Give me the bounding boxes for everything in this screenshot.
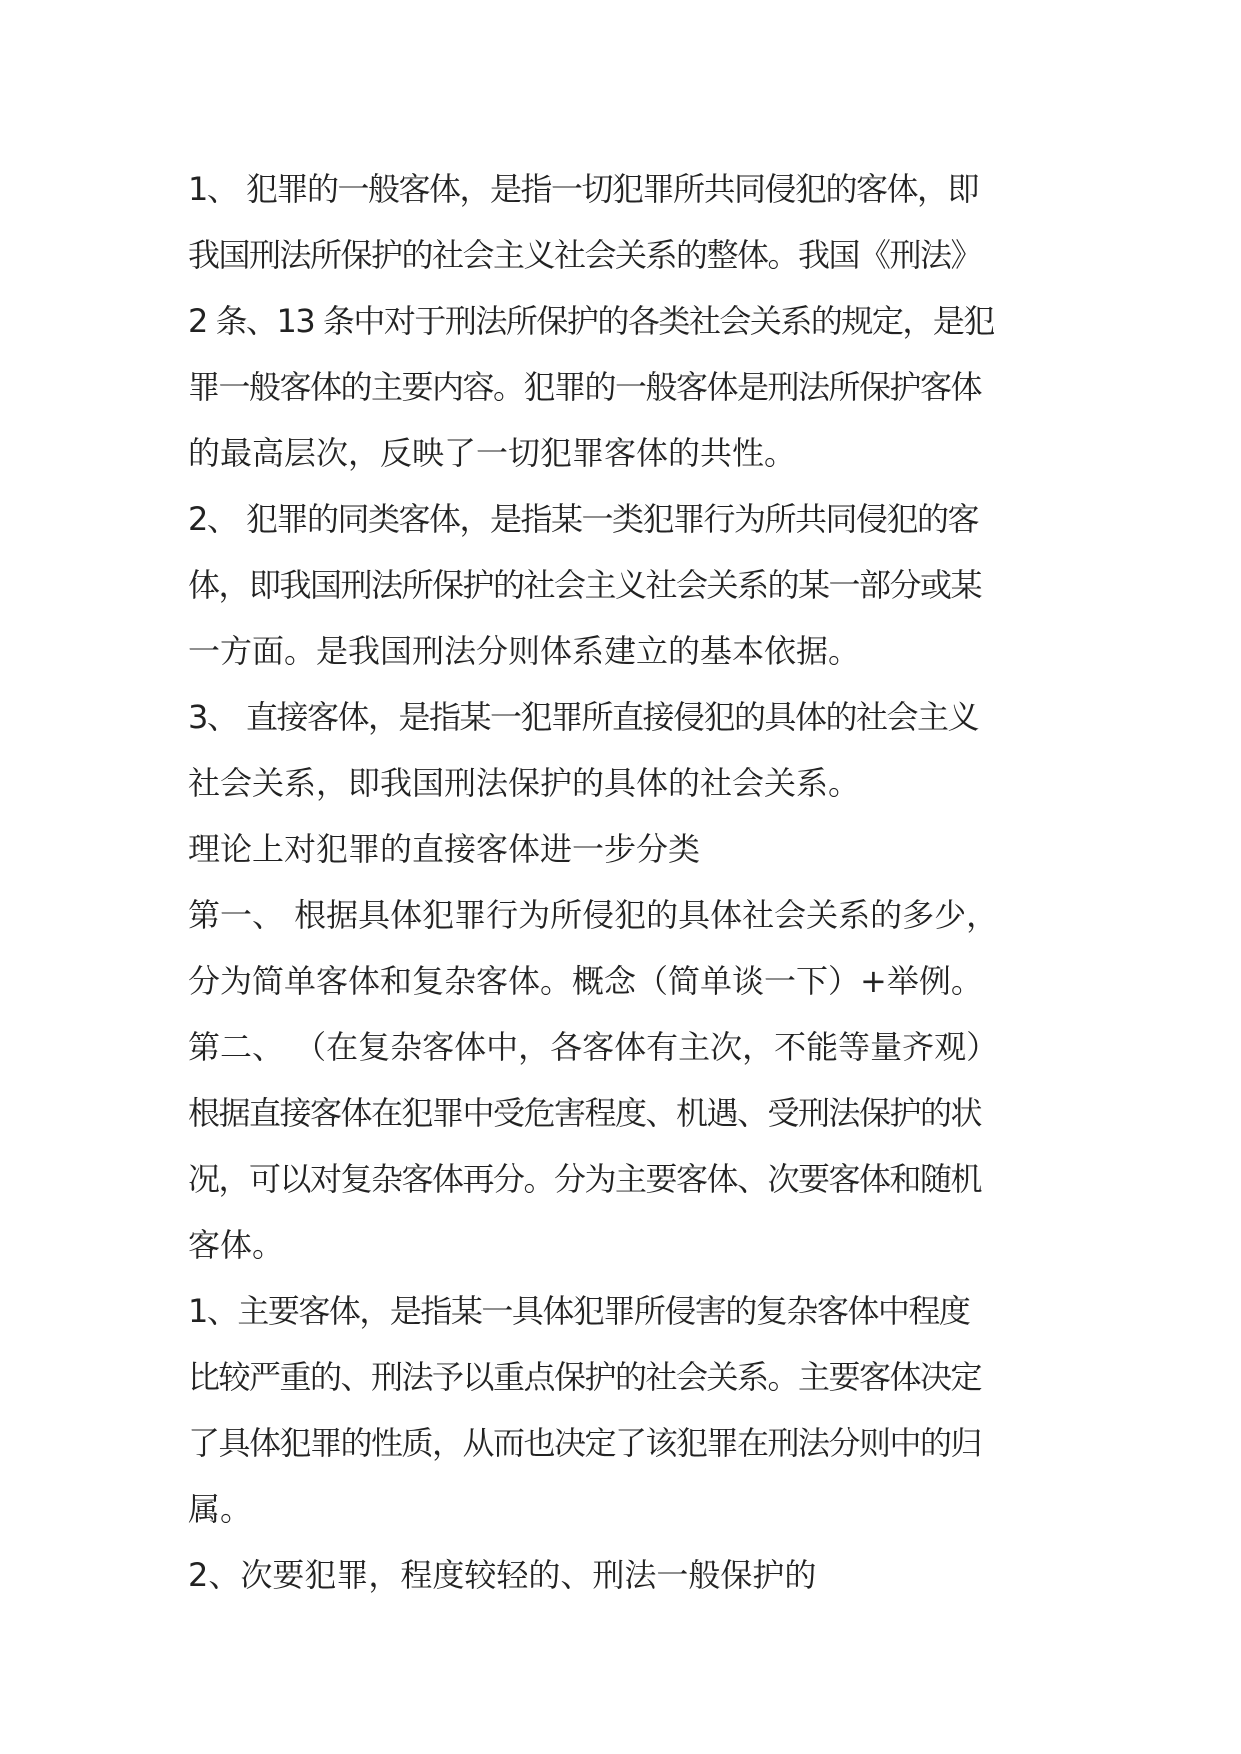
text-line: 根据直接客体在犯罪中受危害程度、机遇、受刑法保护的状 [188, 1094, 982, 1132]
text-line: 属。 [188, 1490, 253, 1528]
text-line: 我国刑法所保护的社会主义社会关系的整体。我国《刑法》 [188, 236, 982, 274]
text-line: 2、 犯罪的同类客体，是指某一类犯罪行为所共同侵犯的客 [188, 500, 979, 538]
text-line: 第二、 （在复杂客体中，各客体有主次，不能等量齐观） [188, 1028, 999, 1066]
text-line: 2、次要犯罪，程度较轻的、刑法一般保护的 [188, 1556, 817, 1594]
text-line: 体，即我国刑法所保护的社会主义社会关系的某一部分或某 [188, 566, 982, 604]
text-line: 第一、 根据具体犯罪行为所侵犯的具体社会关系的多少， [188, 896, 999, 934]
text-line: 罪一般客体的主要内容。犯罪的一般客体是刑法所保护客体 [188, 368, 982, 406]
text-line: 1、 犯罪的一般客体，是指一切犯罪所共同侵犯的客体，即 [188, 170, 979, 208]
text-line: 的最高层次，反映了一切犯罪客体的共性。 [188, 434, 797, 472]
text-line: 3、 直接客体，是指某一犯罪所直接侵犯的具体的社会主义 [188, 698, 979, 736]
text-line: 一方面。是我国刑法分则体系建立的基本依据。 [188, 632, 861, 670]
text-line: 比较严重的、刑法予以重点保护的社会关系。主要客体决定 [188, 1358, 982, 1396]
text-line: 况，可以对复杂客体再分。分为主要客体、次要客体和随机 [188, 1160, 982, 1198]
document-body [188, 156, 1068, 1608]
text-line: 理论上对犯罪的直接客体进一步分类 [188, 830, 701, 868]
text-line: 社会关系，即我国刑法保护的具体的社会关系。 [188, 764, 861, 802]
text-line: 分为简单客体和复杂客体。概念（简单谈一下）+举例。 [188, 962, 983, 1000]
text-line: 1、主要客体，是指某一具体犯罪所侵害的复杂客体中程度 [188, 1292, 970, 1330]
text-line: 了具体犯罪的性质，从而也决定了该犯罪在刑法分则中的归 [188, 1424, 982, 1462]
text-line: 客体。 [188, 1226, 285, 1264]
text-line: 2 条、13 条中对于刑法所保护的各类社会关系的规定，是犯 [188, 302, 994, 340]
